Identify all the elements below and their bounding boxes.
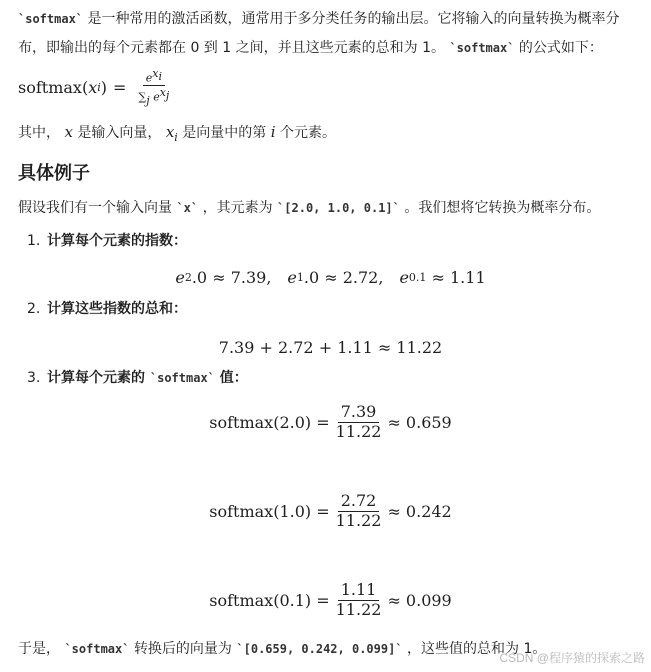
explain-t2: 是输入向量， xyxy=(77,125,162,141)
sum-equation xyxy=(18,334,643,360)
exp-e2-base: e xyxy=(287,267,297,287)
softmax-formula: softmax ( x i ) = $\frac{e^{x_i}}{\sum_j e^{x_j}}$ xyxy=(18,68,175,107)
conclusion-t3: ，这些值的总和为 1。 xyxy=(407,641,547,657)
inline-code-x: `x` xyxy=(176,201,199,215)
explain-t3: 是向量中的第 xyxy=(182,125,267,141)
exp-e2-rest: .0 ≈ 2.72, xyxy=(303,267,384,287)
example-p2: ，其元素为 xyxy=(202,200,273,216)
inline-code-softmax-3: `softmax` xyxy=(149,371,215,385)
result-3-lhs: softmax(0.1) = xyxy=(209,590,330,610)
result-2-den: 11.22 xyxy=(335,510,382,530)
result-1-lhs: softmax(2.0) = xyxy=(209,412,330,432)
exp-e1-exp: 2 xyxy=(184,270,192,284)
result-1-fraction xyxy=(333,401,385,441)
explain-xi: x xyxy=(165,123,175,141)
step-1 xyxy=(27,229,187,253)
inline-code-result-vector: `[0.659, 0.242, 0.099]` xyxy=(236,642,403,656)
den-exp-sub: j xyxy=(165,89,170,103)
step-3-label-a: 计算每个元素的 xyxy=(47,370,145,386)
exp-e3-exp: 0.1 xyxy=(408,270,427,284)
formula-eq: = xyxy=(113,77,127,97)
section-heading: 具体例子 xyxy=(18,163,90,184)
intro-paragraph xyxy=(18,5,643,63)
example-p1: 假设我们有一个输入向量 xyxy=(18,200,172,216)
step-3 xyxy=(27,366,248,390)
exp-e1-rest: .0 ≈ 7.39, xyxy=(191,267,272,287)
formula-numerator xyxy=(143,68,165,86)
result-1-rhs: ≈ 0.659 xyxy=(387,412,452,432)
softmax-result-2 xyxy=(18,487,643,535)
conclusion-t2: 转换后的向量为 xyxy=(133,641,232,657)
step-1-number: 1. xyxy=(27,233,41,249)
inline-code-softmax: `softmax` xyxy=(18,12,84,26)
example-paragraph xyxy=(18,194,643,223)
inline-code-softmax-4: `softmax` xyxy=(64,642,130,656)
num-exp-sub: i xyxy=(158,70,162,84)
softmax-result-3 xyxy=(18,576,643,624)
result-1-den: 11.22 xyxy=(335,421,382,441)
step-2-number: 2. xyxy=(27,301,41,317)
den-exp: x xyxy=(159,86,166,100)
step-3-label-b: 值： xyxy=(219,370,248,386)
explain-t1: 其中， xyxy=(18,125,60,141)
result-3-rhs: ≈ 0.099 xyxy=(387,590,452,610)
explain-x: x xyxy=(64,123,73,141)
result-2-num: 2.72 xyxy=(338,493,380,512)
formula-var: x xyxy=(88,77,98,97)
csdn-watermark: CSDN @程序猿的探索之路 xyxy=(499,651,645,665)
den-sum-sub: j xyxy=(146,94,150,108)
exp-e1-base: e xyxy=(175,267,185,287)
result-2-rhs: ≈ 0.242 xyxy=(387,501,452,521)
formula-var-sub: i xyxy=(97,80,101,94)
step-2 xyxy=(27,297,187,321)
formula-denominator xyxy=(135,86,172,106)
step-2-label: 计算这些指数的总和： xyxy=(47,301,187,317)
intro-text-2: 的公式如下： xyxy=(518,40,603,56)
den-sum: ∑ xyxy=(138,90,147,104)
result-3-fraction xyxy=(333,579,385,619)
exp-equation xyxy=(18,264,643,290)
num-base: e xyxy=(145,71,153,85)
inline-code-softmax-2: `softmax` xyxy=(449,41,515,55)
softmax-result-1 xyxy=(18,398,643,446)
step-1-label: 计算每个元素的指数： xyxy=(47,233,187,249)
explain-paragraph xyxy=(18,118,643,152)
formula-lhs: softmax xyxy=(18,77,82,97)
exp-e3-rest: ≈ 1.11 xyxy=(431,267,486,287)
num-exp: x xyxy=(152,67,159,80)
step-3-number: 3. xyxy=(27,370,41,386)
sum-line: 7.39 + 2.72 + 1.11 ≈ 11.22 xyxy=(218,337,443,357)
result-2-lhs: softmax(1.0) = xyxy=(209,501,330,521)
formula-fraction xyxy=(135,68,172,107)
result-2-fraction xyxy=(333,490,385,530)
intro-text: 是一种常用的激活函数，通常用于多分类任务的输出层。它将输入的向量转换为概率分布，即输出的每个元素都在 0 到 1 之间，并且这些元素的总和为 1。 xyxy=(18,11,620,56)
exp-e3-base: e xyxy=(399,267,409,287)
inline-code-vector: `[2.0, 1.0, 0.1]` xyxy=(277,201,400,215)
explain-xi-sub: i xyxy=(174,130,178,144)
den-base: e xyxy=(153,90,160,104)
exp-e2-exp: 1 xyxy=(296,270,304,284)
example-p3: 。我们想将它转换为概率分布。 xyxy=(404,200,601,216)
result-3-num: 1.11 xyxy=(338,582,380,601)
explain-t4: 个元素。 xyxy=(280,125,336,141)
result-3-den: 11.22 xyxy=(335,599,382,619)
conclusion-t1: 于是， xyxy=(18,641,60,657)
result-1-num: 7.39 xyxy=(338,404,380,423)
explain-i: i xyxy=(270,123,276,141)
